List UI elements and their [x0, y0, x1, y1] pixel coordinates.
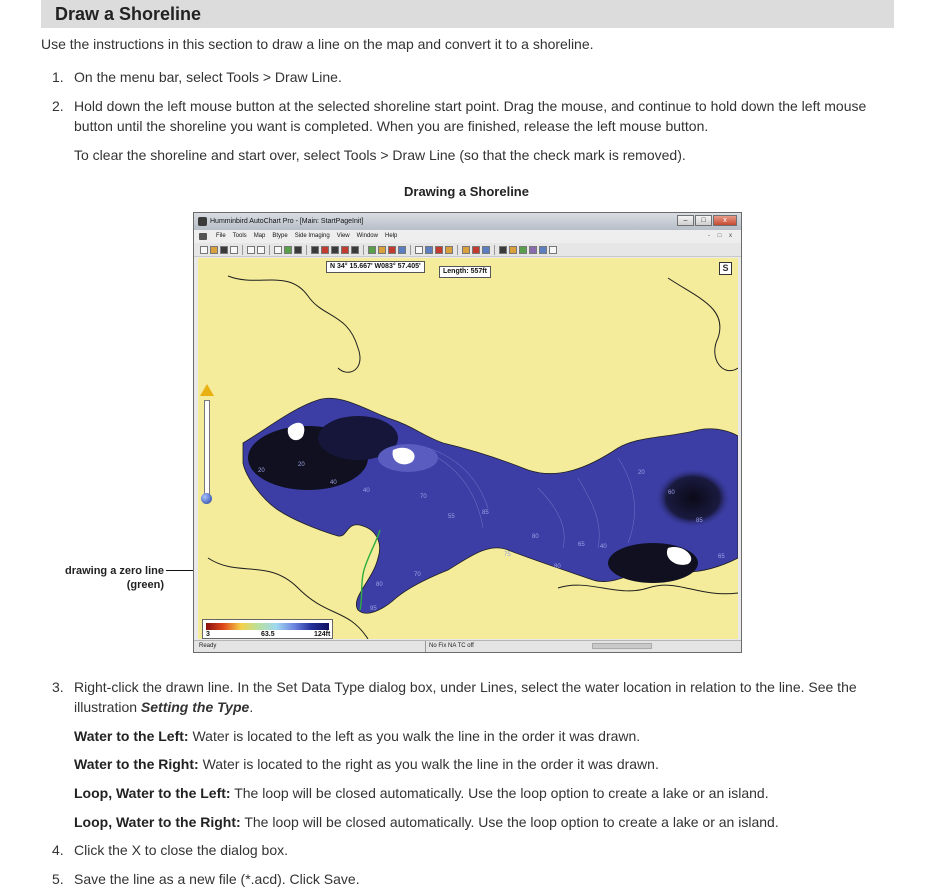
toolbar-separator: [242, 245, 243, 255]
close-button[interactable]: x: [713, 215, 737, 226]
step-1: [52, 67, 897, 87]
arrow-both-icon[interactable]: [351, 246, 359, 254]
toolbar-separator: [457, 245, 458, 255]
step-number: 4.: [52, 842, 64, 858]
menu-btype[interactable]: Btype: [272, 233, 288, 239]
depth-label: 70: [420, 494, 427, 500]
depth-label: 70: [414, 572, 421, 578]
depth-slider-handle[interactable]: [201, 493, 212, 504]
depth-label: 75: [504, 552, 511, 558]
toolbar-separator: [306, 245, 307, 255]
depth-slider-track[interactable]: [204, 400, 210, 498]
maximize-button[interactable]: □: [695, 215, 712, 226]
shoreline-island: [558, 585, 738, 594]
depth-icon[interactable]: [482, 246, 490, 254]
option-text: Water is located to the right as you walk the line in the order it was drawn.: [198, 756, 659, 772]
depth-label: 80: [532, 534, 539, 540]
waypoint-icon[interactable]: [368, 246, 376, 254]
menu-help[interactable]: Help: [384, 233, 398, 239]
section-title: Draw a Shoreline: [41, 0, 894, 28]
illustration-reference: Setting the Type: [140, 699, 250, 715]
mdi-controls[interactable]: - □ x: [708, 233, 735, 239]
status-bar: [194, 640, 741, 652]
option-label: Water to the Right:: [74, 756, 199, 772]
option-text: The loop will be closed automatically. Use the loop option to create a lake or an island.: [230, 785, 769, 801]
step-text: Click the X to close the dialog box.: [74, 842, 289, 858]
depth-label: 20: [638, 470, 645, 476]
marker-icon[interactable]: [519, 246, 527, 254]
callout-line-1: drawing a zero line: [64, 565, 164, 577]
save-icon[interactable]: [220, 246, 228, 254]
legend-mid: 63.5: [261, 631, 275, 638]
step-text: Hold down the left mouse button at the selected shoreline start point. Drag the mouse, and continue to hold down the left mouse button until the shoreline you want is completed. When you are finished, release the left mouse button.: [74, 98, 867, 134]
intro-text: Use the instructions in this section to draw a line on the map and convert it to a shoreline.: [41, 36, 594, 52]
depth-label: 40: [600, 544, 607, 550]
menu-file[interactable]: File: [216, 233, 226, 239]
menu-side-imaging[interactable]: Side Imaging: [294, 233, 330, 239]
menu-map[interactable]: Map: [253, 233, 266, 239]
shoreline-right: [668, 278, 738, 371]
status-ready: Ready: [199, 643, 217, 649]
step-4: [52, 840, 897, 860]
arrow-right-icon[interactable]: [321, 246, 329, 254]
option-loop-left: [74, 783, 894, 803]
depth-legend: [202, 619, 333, 639]
grid-icon[interactable]: [499, 246, 507, 254]
toolbar: [194, 243, 741, 257]
page-icon[interactable]: [415, 246, 423, 254]
toolbar-separator: [363, 245, 364, 255]
legend-min: 3: [206, 631, 210, 638]
depth-label: 65: [578, 542, 585, 548]
menu-window[interactable]: Window: [356, 233, 378, 239]
app-window: [193, 212, 742, 653]
arrow-left-icon[interactable]: [341, 246, 349, 254]
length-readout: Length: 557ft: [439, 266, 491, 278]
zoom-in-icon[interactable]: [247, 246, 255, 254]
callout-label: [65, 564, 164, 592]
depth-color-scale: [206, 623, 329, 630]
option-water-left: [74, 726, 894, 746]
status-fix: No Fix NA TC off: [425, 641, 474, 652]
depth-label: 80: [554, 564, 561, 570]
title-bar: [194, 213, 741, 230]
callout-line-2: (green): [126, 579, 164, 591]
deep-area-northeast: [655, 468, 731, 528]
arrow-down-icon[interactable]: [331, 246, 339, 254]
map-canvas[interactable]: [198, 258, 738, 639]
depth-label: 40: [363, 488, 370, 494]
home-icon[interactable]: [509, 246, 517, 254]
route-icon[interactable]: [378, 246, 386, 254]
warning-icon[interactable]: [200, 384, 214, 396]
depth-label: 55: [448, 514, 455, 520]
figure-caption: Drawing a Shoreline: [404, 184, 529, 199]
option-loop-right: [74, 812, 894, 832]
minimize-button[interactable]: –: [677, 215, 694, 226]
toolbar-separator: [410, 245, 411, 255]
step-3-text: Right-click the drawn line. In the Set Data Type dialog box, under Lines, select the water location in relation to the line. See the illustration: [74, 679, 857, 715]
menu-view[interactable]: View: [336, 233, 350, 239]
step-3-text-end: .: [249, 699, 254, 715]
layer-icon[interactable]: [398, 246, 406, 254]
step-number: 2.: [52, 98, 64, 114]
step-text: On the menu bar, select Tools > Draw Line.: [74, 69, 342, 85]
map-view[interactable]: [198, 258, 738, 639]
app-icon: [198, 217, 207, 226]
record-icon[interactable]: [388, 246, 396, 254]
chart-settings-icon[interactable]: [445, 246, 453, 254]
coordinate-readout: N 34° 15.667' W083° 57.405': [326, 261, 425, 273]
print-icon[interactable]: [230, 246, 238, 254]
report-icon[interactable]: [462, 246, 470, 254]
status-progress: [592, 643, 652, 649]
draw-line-icon[interactable]: [472, 246, 480, 254]
depth-label: 80: [376, 582, 383, 588]
zoom-out-icon[interactable]: [257, 246, 265, 254]
open-folder-icon[interactable]: [210, 246, 218, 254]
pencil-icon[interactable]: [549, 246, 557, 254]
target-icon[interactable]: [435, 246, 443, 254]
depth-label: 20: [258, 468, 265, 474]
depth-label: 20: [298, 462, 305, 468]
arrow-up-icon[interactable]: [311, 246, 319, 254]
window-title: Humminbird AutoChart Pro - [Main: StartPageInit]: [210, 218, 364, 225]
depth-label: 65: [718, 554, 725, 560]
legend-max: 124ft: [314, 631, 331, 638]
new-icon[interactable]: [200, 246, 208, 254]
step-5: [52, 869, 897, 889]
option-text: Water is located to the left as you walk the line in the order it was drawn.: [188, 728, 641, 744]
toolbar-separator: [269, 245, 270, 255]
step-number: 1.: [52, 69, 64, 85]
depth-label: 95: [370, 606, 377, 612]
measure-icon[interactable]: [539, 246, 547, 254]
option-label: Loop, Water to the Right:: [74, 814, 241, 830]
toolbar-separator: [494, 245, 495, 255]
menu-bar: [194, 230, 741, 243]
depth-label: 60: [668, 490, 675, 496]
option-water-right: [74, 754, 894, 774]
step-text: [74, 677, 897, 717]
track-icon[interactable]: [294, 246, 302, 254]
depth-label: 85: [482, 510, 489, 516]
depth-label: 85: [696, 518, 703, 524]
chart-icon[interactable]: [284, 246, 292, 254]
depth-label: 40: [330, 480, 337, 486]
step-2: [52, 96, 897, 136]
step-number: 5.: [52, 871, 64, 887]
document-icon: [199, 233, 207, 240]
select-icon[interactable]: [274, 246, 282, 254]
option-label: Loop, Water to the Left:: [74, 785, 231, 801]
compass-icon[interactable]: S: [719, 262, 732, 275]
step-number: 3.: [52, 679, 64, 695]
step-text: Save the line as a new file (*.acd). Click Save.: [74, 871, 360, 887]
menu-tools[interactable]: Tools: [232, 233, 247, 239]
menu-items: [216, 230, 397, 243]
option-label: Water to the Left:: [74, 728, 189, 744]
step-3: [52, 677, 897, 717]
option-text: The loop will be closed automatically. Use the loop option to create a lake or an island.: [240, 814, 779, 830]
step-2-note: To clear the shoreline and start over, select Tools > Draw Line (so that the check mark is removed).: [74, 147, 686, 163]
compass-tool-icon[interactable]: [529, 246, 537, 254]
shoreline-top: [228, 276, 360, 372]
window-controls: [677, 215, 737, 227]
globe-icon[interactable]: [425, 246, 433, 254]
